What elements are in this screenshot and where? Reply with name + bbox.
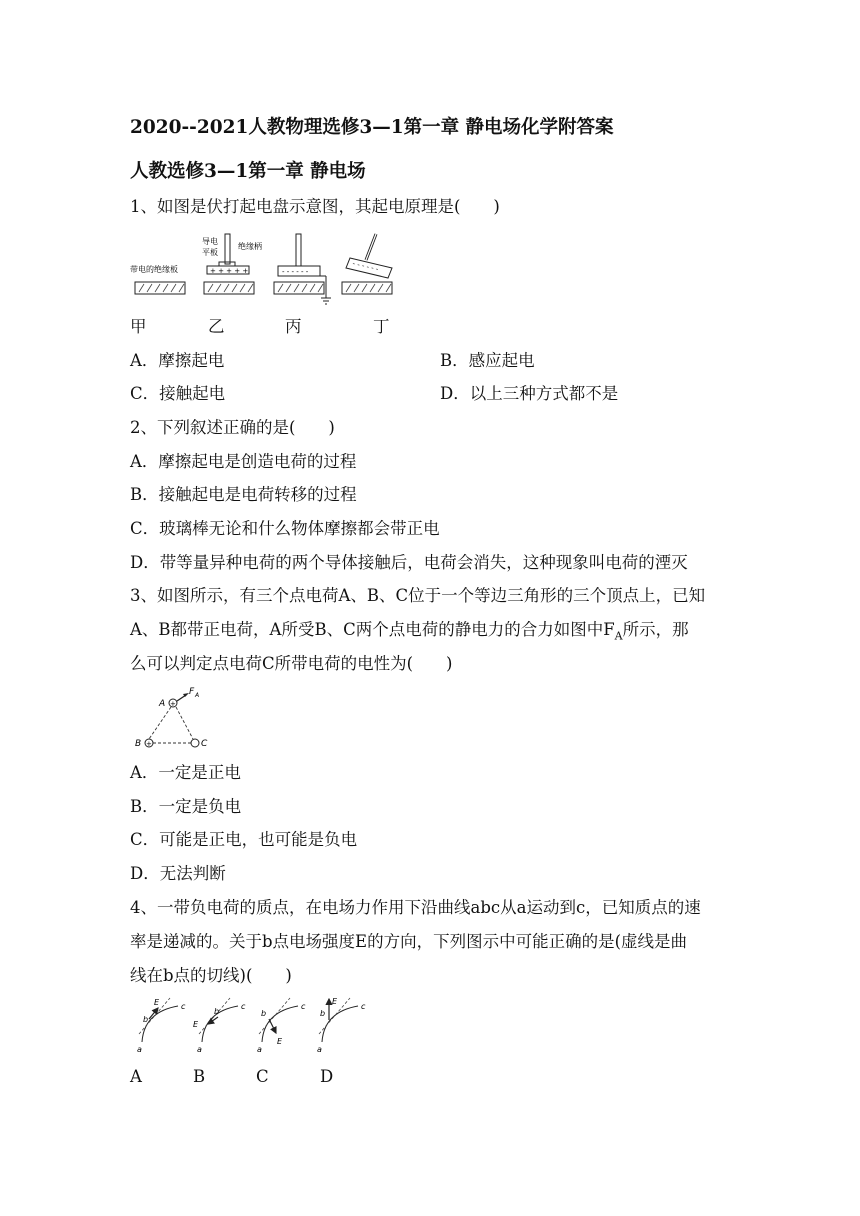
q3-stem-line-2-post: 所示，那 xyxy=(622,620,689,639)
q2-stem: 2、下列叙述正确的是( ) xyxy=(130,418,335,437)
q4-label-e-a: E xyxy=(154,998,160,1007)
q4-label-a-b: a xyxy=(197,1045,202,1054)
q1-option-d: D．以上三种方式都不是 xyxy=(440,384,619,403)
q4-figure-d xyxy=(317,997,366,1054)
q4-panel-label-d: D xyxy=(320,1067,334,1086)
q4-figure-c xyxy=(257,998,306,1054)
q1-panel-label-yi: 乙 xyxy=(208,317,225,336)
q4-label-c-b: c xyxy=(241,1002,246,1011)
q1-stem: 1、如图是伏打起电盘示意图，其起电原理是( ) xyxy=(130,197,500,216)
q4-stem-line-1: 4、一带负电荷的质点，在电场力作用下沿曲线abc从a运动到c，已知质点的速 xyxy=(130,898,701,917)
q3-label-c: C xyxy=(201,739,208,749)
q1-electrophorus-figure xyxy=(130,232,400,307)
svg-text:+ + + + +: + + + + + xyxy=(210,267,249,275)
q4-label-c-a: c xyxy=(181,1002,186,1011)
q2-option-b: B．接触起电是电荷转移的过程 xyxy=(130,485,357,504)
q3-stem-line-2 xyxy=(130,619,689,647)
q4-label-e-c: E xyxy=(277,1037,283,1046)
q2-option-a: A．摩擦起电是创造电荷的过程 xyxy=(130,452,357,471)
q4-panel-label-a: A xyxy=(130,1067,142,1086)
q4-field-figures xyxy=(130,994,370,1056)
q3-stem-line-1: 3、如图所示，有三个点电荷A、B、C位于一个等边三角形的三个顶点上，已知 xyxy=(130,586,706,605)
q4-label-c-c: c xyxy=(301,1002,306,1011)
q3-label-force: F xyxy=(189,687,195,697)
q4-label-e-d: E xyxy=(332,997,338,1006)
q3-stem-line-2-pre: A、B都带正电荷，A所受B、C两个点电荷的静电力的合力如图中F xyxy=(130,620,615,639)
q4-panel-label-b: B xyxy=(193,1067,206,1086)
q4-label-b-d: b xyxy=(320,1009,326,1018)
q1-label-plate-2: 平板 xyxy=(202,248,218,257)
q3-label-force-sub: A xyxy=(195,692,200,699)
document-title: 2020--2021人教物理选修3—1第一章 静电场化学附答案 xyxy=(130,117,614,138)
svg-text:+: + xyxy=(146,740,152,748)
q1-label-board: 带电的绝缘板 xyxy=(130,265,178,274)
q3-option-b: B．一定是负电 xyxy=(130,797,242,816)
q4-figure-a xyxy=(137,998,186,1054)
q4-label-b-b: b xyxy=(214,1007,220,1016)
q4-panel-label-c: C xyxy=(256,1067,269,1086)
q4-stem-line-3: 线在b点的切线)( ) xyxy=(130,966,292,985)
q4-label-e-b: E xyxy=(193,1020,199,1029)
q1-option-c: C．接触起电 xyxy=(130,384,226,403)
q4-label-a-a: a xyxy=(137,1045,142,1054)
q3-option-d: D．无法判断 xyxy=(130,864,226,883)
q4-label-b-a: b xyxy=(143,1015,149,1024)
q1-label-handle: 绝缘柄 xyxy=(238,242,262,251)
q3-label-b: B xyxy=(135,739,142,749)
q4-label-c-d: c xyxy=(361,1002,366,1011)
q1-option-a: A．摩擦起电 xyxy=(130,351,225,370)
svg-text:+: + xyxy=(170,700,176,708)
q4-stem-line-2: 率是递减的。关于b点电场强度E的方向，下列图示中可能正确的是(虚线是曲 xyxy=(130,932,688,951)
q4-figure-b xyxy=(193,998,246,1054)
q1-option-b: B．感应起电 xyxy=(440,351,535,370)
q3-stem-line-2-sub: A xyxy=(614,629,623,643)
q2-option-d: D．带等量异种电荷的两个导体接触后，电荷会消失，这种现象叫电荷的湮灭 xyxy=(130,553,688,572)
q4-label-a-d: a xyxy=(317,1045,322,1054)
q4-label-a-c: a xyxy=(257,1045,262,1054)
q1-label-plate-1: 导电 xyxy=(202,237,218,246)
q3-option-a: A．一定是正电 xyxy=(130,763,241,782)
q3-triangle-figure xyxy=(130,686,220,750)
q3-label-a: A xyxy=(159,699,166,709)
section-title: 人教选修3—1第一章 静电场 xyxy=(130,161,366,182)
q3-stem-line-3: 么可以判定点电荷C所带电荷的电性为( ) xyxy=(130,654,453,673)
svg-text:- - - - - -: - - - - - - xyxy=(351,259,380,274)
svg-text:- - - - - -: - - - - - - xyxy=(282,268,309,276)
q1-panel-label-bing: 丙 xyxy=(285,317,302,336)
q4-label-b-c: b xyxy=(261,1009,267,1018)
q1-panel-label-ding: 丁 xyxy=(373,317,390,336)
q3-option-c: C．可能是正电，也可能是负电 xyxy=(130,830,358,849)
q2-option-c: C．玻璃棒无论和什么物体摩擦都会带正电 xyxy=(130,519,440,538)
q1-panel-label-jia: 甲 xyxy=(130,317,147,336)
